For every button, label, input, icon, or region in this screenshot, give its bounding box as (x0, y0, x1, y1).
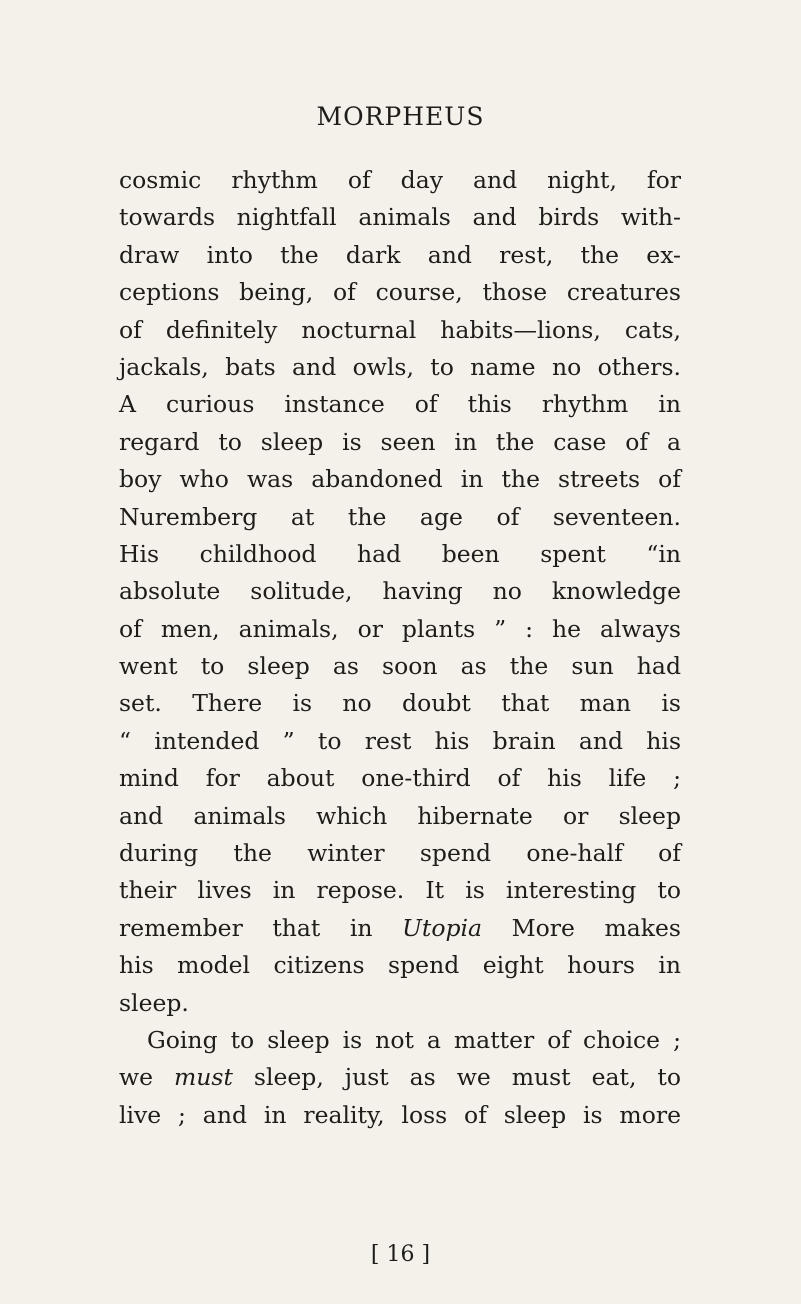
text-line: of men, animals, or plants ” : he always (119, 614, 681, 643)
text-line: draw into the dark and rest, the ex- (119, 240, 681, 269)
text-segment: sleep, just as we must eat, to (232, 1063, 681, 1092)
running-head: MORPHEUS (316, 102, 485, 131)
text-line (119, 910, 681, 947)
text-line: during the winter spend one-half of (119, 839, 681, 868)
text-line: set. There is no doubt that man is (119, 689, 681, 718)
text-line: Going to sleep is not a matter of choice ; (147, 1025, 681, 1054)
body-text (119, 162, 681, 1134)
text-line: cosmic rhythm of day and night, for (119, 166, 681, 194)
text-line: boy who was abandoned in the streets of (119, 465, 681, 494)
text-line: jackals, bats and owls, to name no others. (119, 352, 681, 381)
text-line: towards nightfall animals and birds with- (119, 203, 681, 232)
italic-emphasis: must (174, 1063, 233, 1092)
page-number: [ 16 ] (370, 1242, 431, 1267)
text-line: Nuremberg at the age of seventeen. (119, 502, 681, 531)
text-line: and animals which hibernate or sleep (119, 801, 681, 830)
text-line: A curious instance of this rhythm in (119, 390, 681, 419)
text-segment: we (119, 1063, 174, 1092)
italic-title: Utopia (402, 913, 483, 942)
text-line: ceptions being, of course, those creatures (119, 278, 681, 307)
text-line: absolute solitude, having no knowledge (119, 577, 681, 606)
text-segment: remember that in (119, 913, 403, 942)
text-line: “ intended ” to rest his brain and his (119, 726, 681, 755)
text-line: of definitely nocturnal habits—lions, cats, (119, 315, 681, 344)
text-line: mind for about one-third of his life ; (119, 764, 681, 793)
text-line (119, 1059, 681, 1096)
text-line: their lives in repose. It is interesting to (119, 876, 681, 905)
text-line: live ; and in reality, loss of sleep is more (119, 1100, 681, 1129)
text-line: his model citizens spend eight hours in (119, 951, 681, 980)
text-line: sleep. (119, 988, 189, 1017)
text-line: His childhood had been spent “in (119, 539, 681, 568)
text-line: regard to sleep is seen in the case of a (119, 427, 681, 456)
text-line: went to sleep as soon as the sun had (119, 652, 681, 681)
text-segment: More makes (482, 913, 681, 942)
